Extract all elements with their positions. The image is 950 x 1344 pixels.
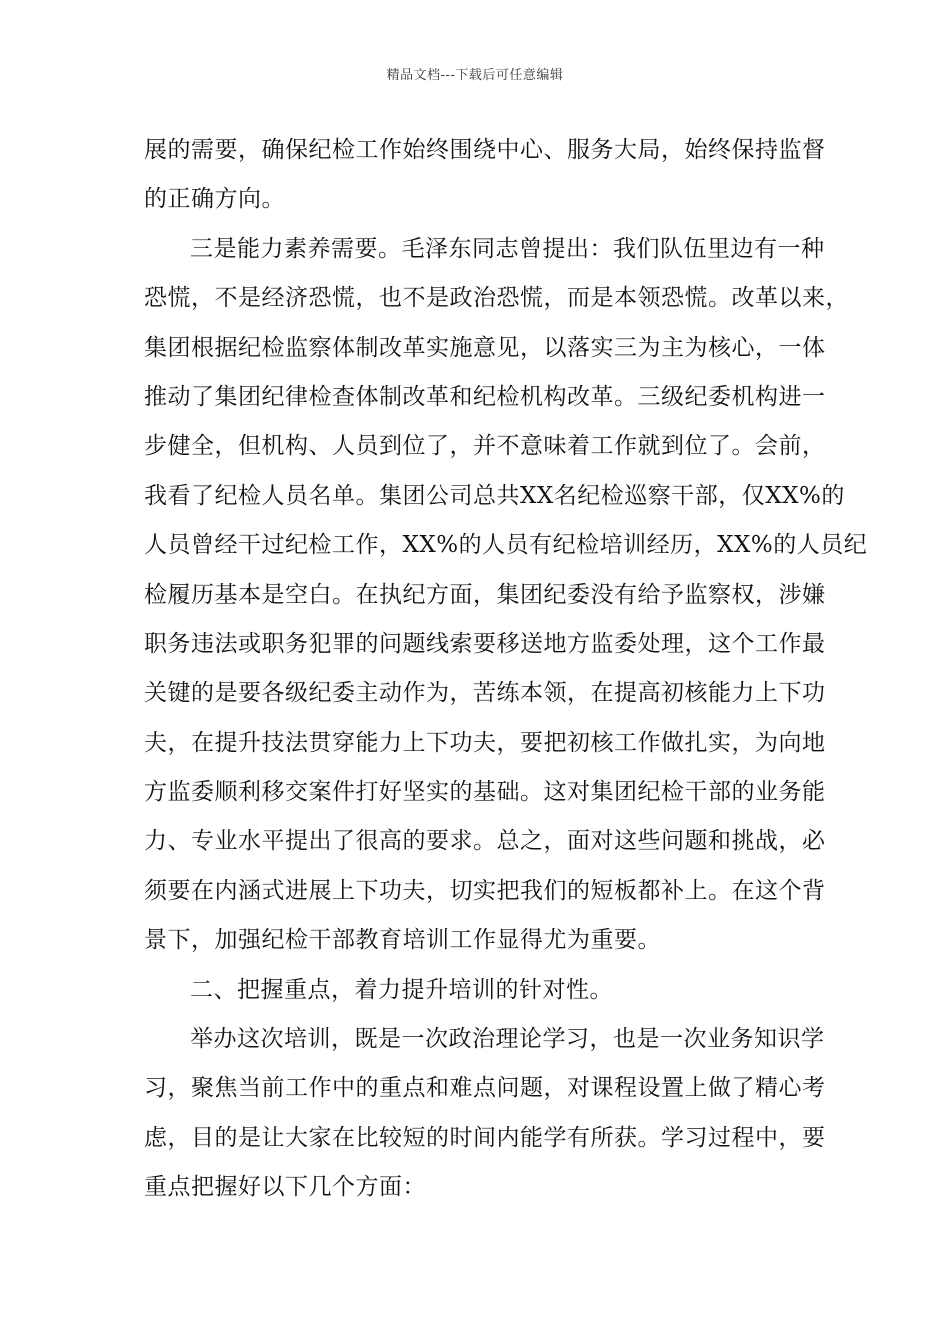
text-line: 集团根据纪检监察体制改革实施意见，以落实三为主为核心，一体 — [144, 334, 826, 361]
text-line: 推动了集团纪律检查体制改革和纪检机构改革。三级纪委机构进一 — [144, 383, 826, 410]
page-header: 精品文档---下载后可任意编辑 — [386, 68, 564, 83]
text-line: 展的需要，确保纪检工作始终围绕中心、服务大局，始终保持监督 — [144, 137, 826, 163]
text-line: 方监委顺利移交案件打好坚实的基础。这对集团纪检干部的业务能 — [144, 779, 826, 806]
document-body — [144, 126, 868, 1213]
text-line: 的正确方向。 — [144, 186, 285, 213]
text-line: 力、专业水平提出了很高的要求。总之，面对这些问题和挑战，必 — [144, 828, 826, 855]
text-line: 景下，加强纪检干部教育培训工作显得尤为重要。 — [144, 927, 661, 954]
text-line: 关键的是要各级纪委主动作为，苦练本领，在提高初核能力上下功 — [144, 680, 826, 707]
text-line: 重点把握好以下几个方面： — [144, 1174, 426, 1201]
text-line: 虑，目的是让大家在比较短的时间内能学有所获。学习过程中，要 — [144, 1124, 826, 1151]
text-line: 习，聚焦当前工作中的重点和难点问题，对课程设置上做了精心考 — [144, 1075, 826, 1102]
paragraph-start-line: 举办这次培训，既是一次政治理论学习，也是一次业务知识学 — [190, 1026, 825, 1053]
text-line: 职务违法或职务犯罪的问题线索要移送地方监委处理，这个工作最 — [144, 630, 826, 657]
text-line: 人员曾经干过纪检工作，XX%的人员有纪检培训经历，XX%的人员纪 — [144, 532, 868, 559]
section-heading: 二、把握重点，着力提升培训的针对性。 — [190, 976, 613, 1003]
text-line: 步健全，但机构、人员到位了，并不意味着工作就到位了。会前， — [144, 433, 826, 460]
paragraph-start-line: 三是能力素养需要。毛泽东同志曾提出：我们队伍里边有一种 — [190, 235, 825, 262]
text-line: 须要在内涵式进展上下功夫，切实把我们的短板都补上。在这个背 — [144, 877, 826, 904]
text-line: 我看了纪检人员名单。集团公司总共XX名纪检巡察干部，仅XX%的 — [144, 482, 845, 509]
text-line: 夫，在提升技法贯穿能力上下功夫，要把初核工作做扎实，为向地 — [144, 729, 826, 756]
text-line: 恐慌，不是经济恐慌，也不是政治恐慌，而是本领恐慌。改革以来， — [144, 285, 849, 312]
text-line: 检履历基本是空白。在执纪方面，集团纪委没有给予监察权，涉嫌 — [144, 581, 826, 608]
